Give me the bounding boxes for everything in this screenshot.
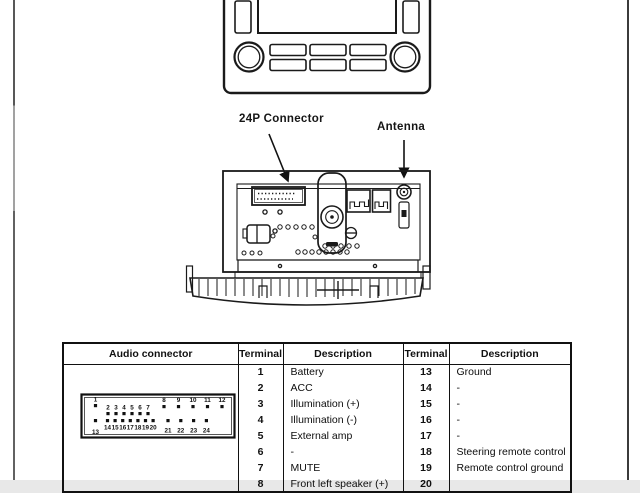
terminal-cell: 5 (238, 428, 283, 444)
pin-square (177, 405, 180, 408)
pin-number: 7 (146, 404, 150, 411)
rear-screw (346, 228, 357, 239)
pin-number: 11 (204, 396, 211, 404)
pin-number: 15 (111, 424, 119, 431)
front-display (258, 0, 396, 33)
description-cell: - (449, 396, 571, 412)
pin-square (114, 419, 117, 422)
terminal-cell: 18 (403, 444, 449, 460)
pin-square (191, 405, 194, 408)
column-header-description-right: Description (449, 343, 571, 364)
description-cell: Illumination (+) (283, 396, 403, 412)
description-cell: Battery (283, 364, 403, 380)
terminal-cell: 17 (403, 428, 449, 444)
audio-connector-cell (63, 364, 238, 492)
pin-square (138, 412, 141, 415)
pin-number: 10 (189, 396, 197, 404)
pin-square (179, 419, 182, 422)
pin-number: 14 (103, 424, 112, 431)
pin-number: 18 (134, 424, 142, 431)
pin-square (106, 412, 109, 415)
pin-number: 21 (164, 427, 172, 434)
column-header-audio-connector: Audio connector (63, 343, 238, 364)
pin-square (106, 419, 109, 422)
front-right-knob (391, 43, 420, 72)
description-cell: - (283, 444, 403, 460)
pin-square (146, 412, 149, 415)
description-cell: - (449, 412, 571, 428)
terminal-cell: 2 (238, 380, 283, 396)
pin-number: 9 (176, 396, 181, 404)
pin-number: 8 (162, 396, 166, 404)
pinout-table-body (63, 364, 571, 492)
pin-square (121, 419, 124, 422)
description-cell: Front left speaker (+) (283, 476, 403, 492)
terminal-cell: 20 (403, 476, 449, 492)
pin-square (152, 419, 155, 422)
terminal-cell: 7 (238, 460, 283, 476)
front-right-side-button (403, 1, 419, 33)
terminal-cell: 19 (403, 460, 449, 476)
label-24p-connector: 24P Connector (239, 113, 324, 125)
pin-square (130, 412, 133, 415)
pin-number: 23 (190, 427, 198, 434)
column-header-terminal-left: Terminal (238, 343, 283, 364)
pin-number: 12 (218, 396, 226, 404)
terminal-cell: 13 (403, 364, 449, 380)
terminal-cell: 3 (238, 396, 283, 412)
pin-number: 13 (91, 428, 100, 436)
pin-square (114, 412, 117, 415)
terminal-cell: 4 (238, 412, 283, 428)
description-cell: Remote control ground (449, 460, 571, 476)
description-cell: ACC (283, 380, 403, 396)
pin-number: 2 (106, 404, 110, 411)
rear-right-tab (423, 266, 430, 289)
pin-square (122, 412, 125, 415)
pin-square (192, 419, 195, 422)
table-header-row (63, 343, 571, 364)
pin-number: 19 (141, 424, 150, 431)
label-antenna: Antenna (377, 121, 426, 133)
pin-diagram (80, 393, 236, 439)
radio-front-view-diagram (216, 0, 436, 102)
terminal-cell: 8 (238, 476, 283, 492)
description-cell: Ground (449, 364, 571, 380)
description-cell: External amp (283, 428, 403, 444)
description-cell: Illumination (-) (283, 412, 403, 428)
terminal-cell: 16 (403, 412, 449, 428)
description-cell (449, 476, 571, 492)
pin-number: 5 (130, 404, 134, 411)
pin-number: 4 (122, 404, 126, 411)
pin-number: 24 (202, 427, 210, 434)
pin-number: 20 (149, 424, 157, 431)
pin-number: 16 (119, 424, 127, 431)
pinout-table (62, 342, 572, 493)
pin-square (220, 405, 223, 408)
pin-number: 6 (138, 404, 142, 411)
table-row (63, 364, 571, 380)
pin-square (136, 419, 139, 422)
pin-number: 3 (114, 404, 118, 411)
pin-number: 1 (93, 396, 98, 403)
rear-24p-connector (252, 187, 305, 205)
description-cell: - (449, 428, 571, 444)
column-header-description-left: Description (283, 343, 403, 364)
front-faceplate-outline (224, 0, 430, 93)
pin-number: 22 (177, 427, 185, 434)
pin-square (144, 419, 147, 422)
pin-square (206, 405, 209, 408)
terminal-cell: 14 (403, 380, 449, 396)
page-edge-line-right (627, 0, 629, 480)
pin-number: 17 (126, 424, 134, 431)
pin-square (94, 419, 97, 422)
terminal-cell: 6 (238, 444, 283, 460)
pin-square (205, 419, 208, 422)
column-header-terminal-right: Terminal (403, 343, 449, 364)
pin-square (129, 419, 132, 422)
front-preset-buttons (270, 45, 386, 71)
rear-connector-sockets (347, 190, 391, 212)
description-cell: - (449, 380, 571, 396)
description-cell: MUTE (283, 460, 403, 476)
pin-square (94, 404, 97, 407)
pin-square (166, 419, 169, 422)
pin-square (162, 405, 165, 408)
rear-center-bracket (318, 173, 346, 253)
terminal-cell: 1 (238, 364, 283, 380)
vent-holes (242, 225, 359, 255)
antenna-jack (397, 185, 411, 228)
front-left-side-button (235, 1, 251, 33)
rear-bottom-bar (235, 260, 421, 278)
radio-rear-view-diagram (183, 165, 448, 315)
terminal-cell: 15 (403, 396, 449, 412)
front-left-knob (235, 43, 264, 72)
description-cell: Steering remote control (449, 444, 571, 460)
page-edge-line-left (13, 0, 15, 480)
